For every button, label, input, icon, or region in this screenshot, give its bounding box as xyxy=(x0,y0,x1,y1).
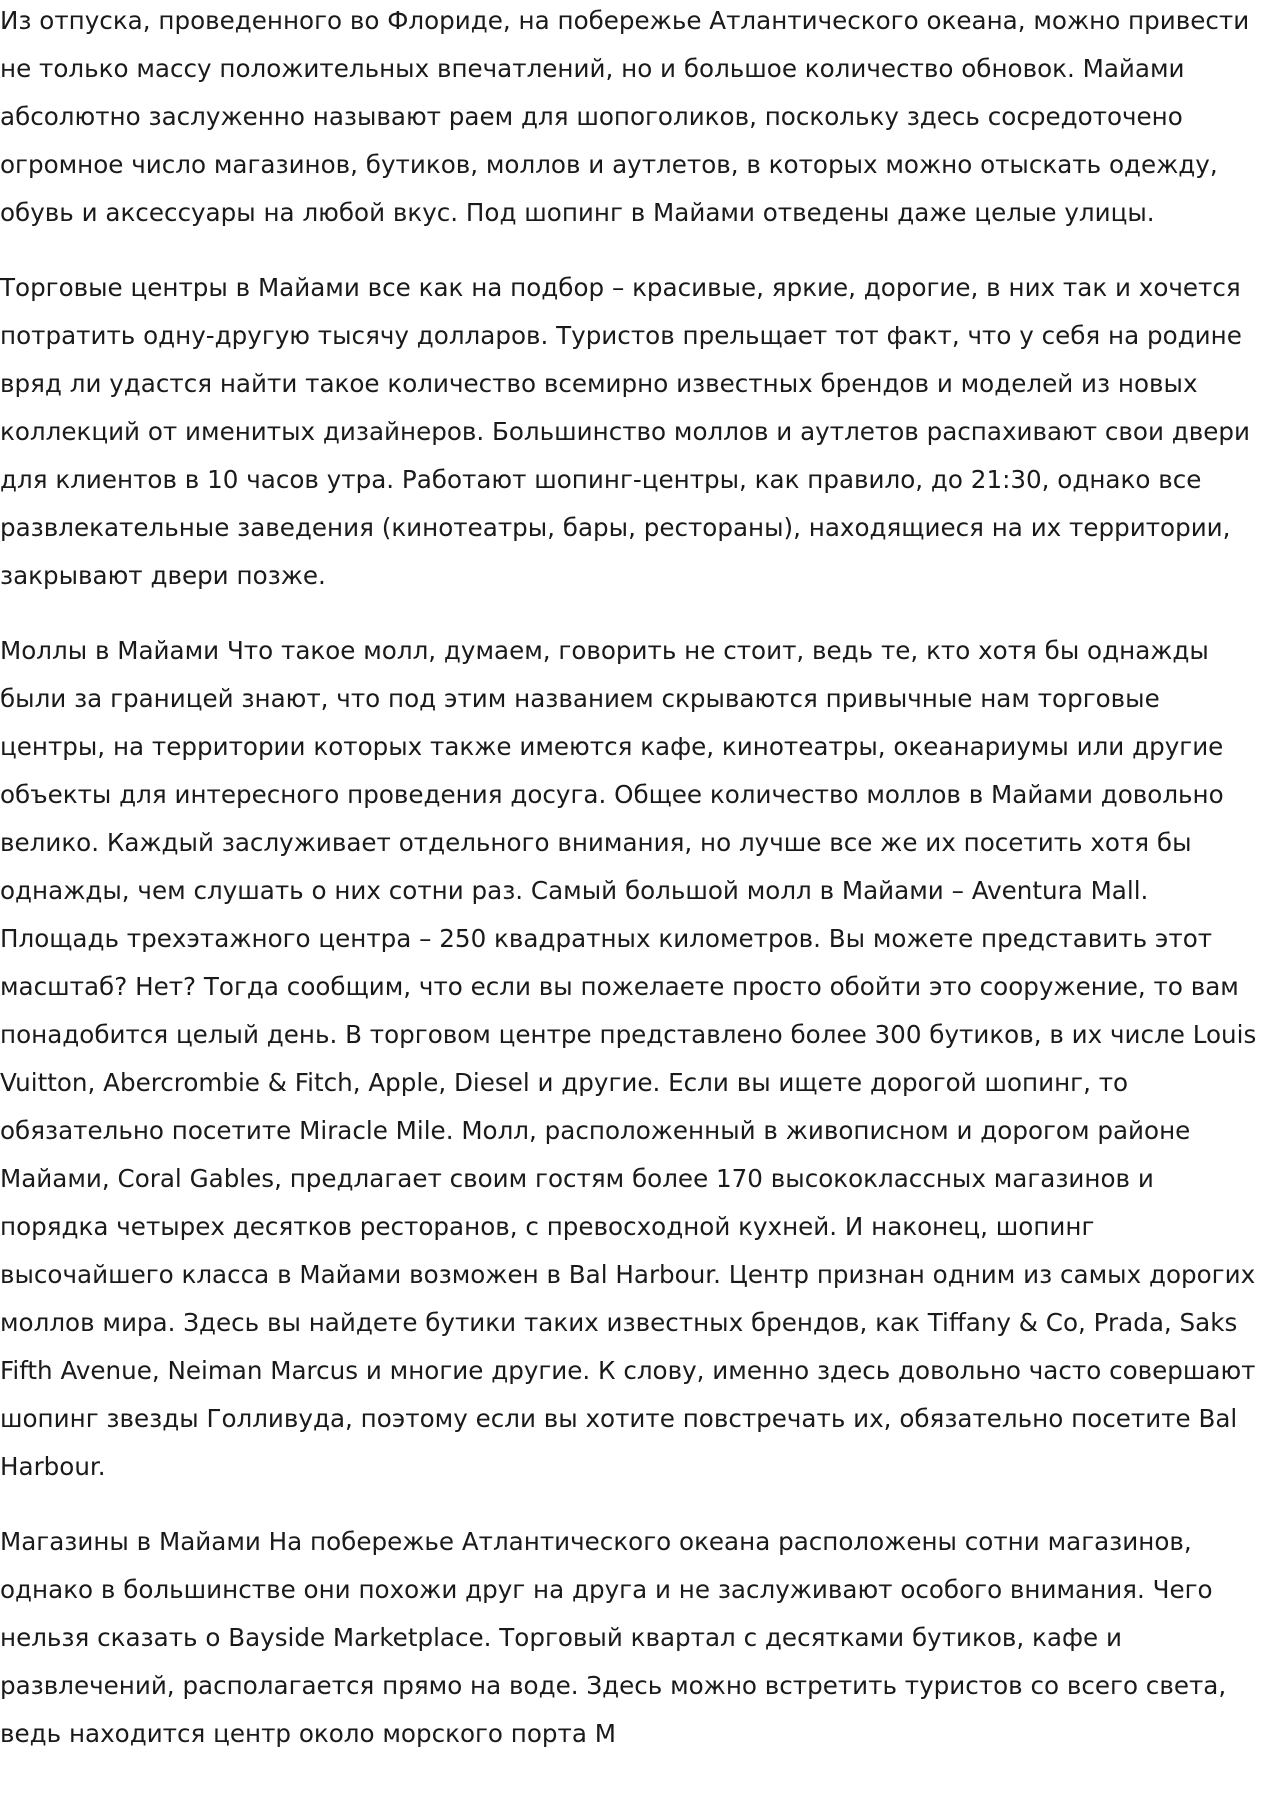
paragraph-shopping-centers: Торговые центры в Майами все как на подбор – красивые, яркие, дорогие, в них так и хочется потратить одну-другую тысячу долларов. Туристов прельщает тот факт, что у себя на родине вряд ли удастся найти такое количество всемирно известных брендов и моделей из новых коллекций от именитых дизайнеров. Большинство моллов и аутлетов распахивают свои двери для клиентов в 10 часов утра. Работают шопинг-центры, как правило, до 21:30, однако все развлекательные заведения (кинотеатры, бары, рестораны), находящиеся на их территории, закрывают двери позже. xyxy=(0,273,1250,590)
paragraph-stores: Магазины в Майами На побережье Атлантического океана расположены сотни магазинов, однако в большинстве они похожи друг на друга и не заслуживают особого внимания. Чего нельзя сказать о Bayside Marketplace. Торговый квартал с десятками бутиков, кафе и развлечений, располагается прямо на воде. Здесь можно встретить туристов со всего света, ведь находится центр около морского порта М xyxy=(0,1527,1227,1748)
paragraph-malls: Моллы в Майами Что такое молл, думаем, говорить не стоит, ведь те, кто хотя бы однажды были за границей знают, что под этим названием скрываются привычные нам торговые центры, на территории которых также имеются кафе, кинотеатры, океанариумы или другие объекты для интересного проведения досуга. Общее количество моллов в Майами довольно велико. Каждый заслуживает отдельного внимания, но лучше все же их посетить хотя бы однажды, чем слушать о них сотни раз. Самый большой молл в Майами – Aventura Mall. Площадь трехэтажного центра – 250 квадратных километров. Вы можете представить этот масштаб? Нет? Тогда сообщим, что если вы пожелаете просто обойти это сооружение, то вам понадобится целый день. В торговом центре представлено более 300 бутиков, в их числе Louis Vuitton, Abercrombie & Fitch, Apple, Diesel и другие. Если вы ищете дорогой шопинг, то обязательно посетите Miracle Mile. Молл, расположенный в живописном и дорогом районе Майами, Coral Gables, предлагает своим гостям более 170 высококлассных магазинов и порядка четырех десятков ресторанов, с превосходной кухней. И наконец, шопинг высочайшего класса в Майами возможен в Bal Harbour. Центр признан одним из самых дорогих моллов мира. Здесь вы найдете бутики таких известных брендов, как Tiffany & Co, Prada, Saks Fifth Avenue, Neiman Marcus и многие другие. К слову, именно здесь довольно часто совершают шопинг звезды Голливуда, поэтому если вы хотите повстречать их, обязательно посетите Bal Harbour. xyxy=(0,636,1257,1481)
paragraph-intro: Из отпуска, проведенного во Флориде, на побережье Атлантического океана, можно привести не только массу положительных впечатлений, но и большое количество обновок. Майами абсолютно заслуженно называют раем для шопоголиков, поскольку здесь сосредоточено огромное число магазинов, бутиков, моллов и аутлетов, в которых можно отыскать одежду, обувь и аксессуары на любой вкус. Под шопинг в Майами отведены даже целые улицы. xyxy=(0,6,1250,227)
